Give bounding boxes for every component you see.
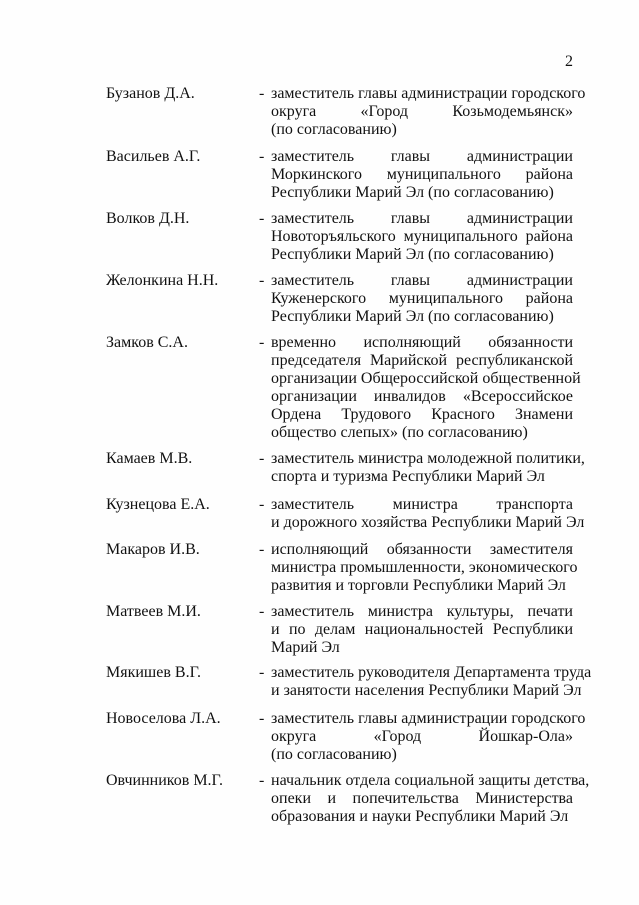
dash-separator: - bbox=[259, 664, 265, 681]
description-line: организации Общероссийской общественной bbox=[271, 370, 581, 387]
dash-separator: - bbox=[259, 541, 265, 558]
position-description bbox=[271, 603, 573, 657]
person-name: Новоселова Л.А. bbox=[106, 710, 221, 727]
position-description bbox=[271, 210, 573, 264]
description-line: образования и науки Республики Марий Эл bbox=[271, 808, 569, 825]
dash-separator: - bbox=[259, 85, 265, 102]
description-line: заместитель главы администрации городского bbox=[271, 710, 586, 727]
position-description bbox=[271, 710, 586, 764]
dash-separator: - bbox=[259, 603, 265, 620]
person-name: Волков Д.Н. bbox=[106, 210, 190, 227]
description-line: заместитель главы администрации bbox=[271, 272, 573, 289]
description-line: спорта и туризма Республики Марий Эл bbox=[271, 468, 545, 485]
description-line: Республики Марий Эл (по согласованию) bbox=[271, 246, 554, 263]
person-name: Матвеев М.И. bbox=[106, 603, 201, 620]
dash-separator: - bbox=[259, 272, 265, 289]
description-line: исполняющий обязанности заместителя bbox=[271, 541, 573, 558]
position-description bbox=[271, 85, 586, 139]
position-description bbox=[271, 541, 578, 595]
person-name: Бузанов Д.А. bbox=[106, 85, 195, 102]
description-line: опеки и попечительства Министерства bbox=[271, 790, 573, 807]
description-line: Моркинского муниципального района bbox=[271, 166, 573, 183]
description-line: заместитель главы администрации bbox=[271, 210, 573, 227]
description-line: организации инвалидов «Всероссийское bbox=[271, 388, 573, 405]
description-line: председателя Марийской республиканской bbox=[271, 352, 573, 369]
description-line: временно исполняющий обязанности bbox=[271, 334, 573, 351]
description-line: (по согласованию) bbox=[271, 746, 397, 763]
position-description bbox=[271, 496, 585, 532]
person-name: Замков С.А. bbox=[106, 334, 188, 351]
description-line: Марий Эл bbox=[271, 639, 340, 656]
description-line: Республики Марий Эл (по согласованию) bbox=[271, 308, 554, 325]
description-line: Новоторъяльского муниципального района bbox=[271, 228, 573, 245]
description-line: общество слепых» (по согласованию) bbox=[271, 424, 528, 441]
description-line: начальник отдела социальной защиты детства, bbox=[271, 772, 590, 789]
description-line: заместитель руководителя Департамента труда bbox=[271, 664, 592, 681]
position-description bbox=[271, 772, 590, 826]
person-name: Овчинников М.Г. bbox=[106, 772, 223, 789]
position-description bbox=[271, 334, 581, 442]
person-name: Мякишев В.Г. bbox=[106, 664, 202, 681]
person-name: Кузнецова Е.А. bbox=[106, 496, 210, 513]
description-line: заместитель министра транспорта bbox=[271, 496, 573, 513]
description-line: округа «Город Йошкар-Ола» bbox=[271, 728, 573, 745]
description-line: министра промышленности, экономического bbox=[271, 559, 578, 576]
description-line: и занятости населения Республики Марий Эл bbox=[271, 682, 582, 699]
description-line: заместитель главы администрации городского bbox=[271, 85, 586, 102]
position-description bbox=[271, 148, 573, 202]
dash-separator: - bbox=[259, 496, 265, 513]
description-line: заместитель главы администрации bbox=[271, 148, 573, 165]
person-name: Камаев М.В. bbox=[106, 450, 193, 467]
dash-separator: - bbox=[259, 148, 265, 165]
description-line: округа «Город Козьмодемьянск» bbox=[271, 103, 573, 120]
position-description bbox=[271, 272, 573, 326]
description-line: и дорожного хозяйства Республики Марий Эл bbox=[271, 514, 585, 531]
dash-separator: - bbox=[259, 450, 265, 467]
dash-separator: - bbox=[259, 334, 265, 351]
dash-separator: - bbox=[259, 710, 265, 727]
person-name: Желонкина Н.Н. bbox=[106, 272, 219, 289]
description-line: Республики Марий Эл (по согласованию) bbox=[271, 184, 554, 201]
description-line: Ордена Трудового Красного Знамени bbox=[271, 406, 573, 423]
person-name: Макаров И.В. bbox=[106, 541, 200, 558]
description-line: и по делам национальностей Республики bbox=[271, 621, 573, 638]
person-name: Васильев А.Г. bbox=[106, 148, 201, 165]
dash-separator: - bbox=[259, 772, 265, 789]
description-line: заместитель министра культуры, печати bbox=[271, 603, 573, 620]
dash-separator: - bbox=[259, 210, 265, 227]
position-description bbox=[271, 450, 585, 486]
description-line: Куженерского муниципального района bbox=[271, 290, 573, 307]
position-description bbox=[271, 664, 592, 700]
description-line: развития и торговли Республики Марий Эл bbox=[271, 577, 566, 594]
description-line: заместитель министра молодежной политики, bbox=[271, 450, 585, 467]
page-number: 2 bbox=[565, 53, 573, 70]
description-line: (по согласованию) bbox=[271, 121, 397, 138]
